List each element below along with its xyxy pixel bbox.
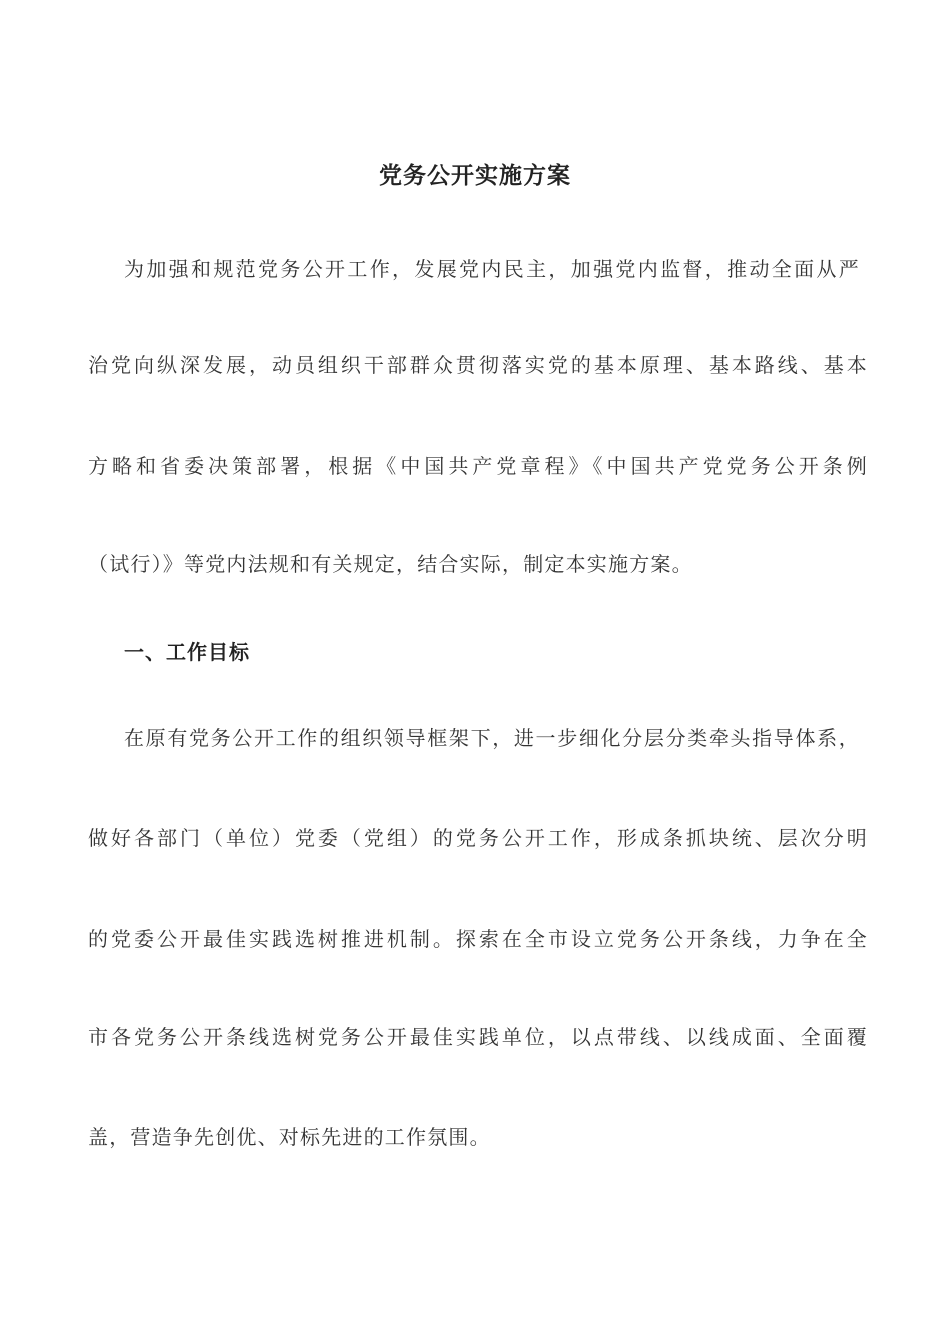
intro-line-2: 治党向纵深发展，动员组织干部群众贯彻落实党的基本原理、基本路线、基本	[88, 353, 868, 377]
intro-line-4: （试行）》等党内法规和有关规定，结合实际，制定本实施方案。	[88, 552, 693, 576]
goals-line-2: 做好各部门（单位）党委（党组）的党务公开工作，形成条抓块统、层次分明	[88, 826, 868, 850]
document-title: 党务公开实施方案	[379, 162, 571, 189]
section-heading-goals: 一、工作目标	[124, 640, 250, 664]
goals-line-5: 盖，营造争先创优、对标先进的工作氛围。	[88, 1125, 491, 1149]
intro-line-1: 为加强和规范党务公开工作，发展党内民主，加强党内监督，推动全面从严	[124, 257, 860, 281]
goals-line-3: 的党委公开最佳实践选树推进机制。探索在全市设立党务公开条线，力争在全	[88, 927, 868, 951]
intro-line-3: 方略和省委决策部署，根据《中国共产党章程》《中国共产党党务公开条例	[88, 454, 868, 478]
goals-line-1: 在原有党务公开工作的组织领导框架下，进一步细化分层分类牵头指导体系，	[124, 726, 860, 750]
goals-line-4: 市各党务公开条线选树党务公开最佳实践单位，以点带线、以线成面、全面覆	[88, 1025, 868, 1049]
